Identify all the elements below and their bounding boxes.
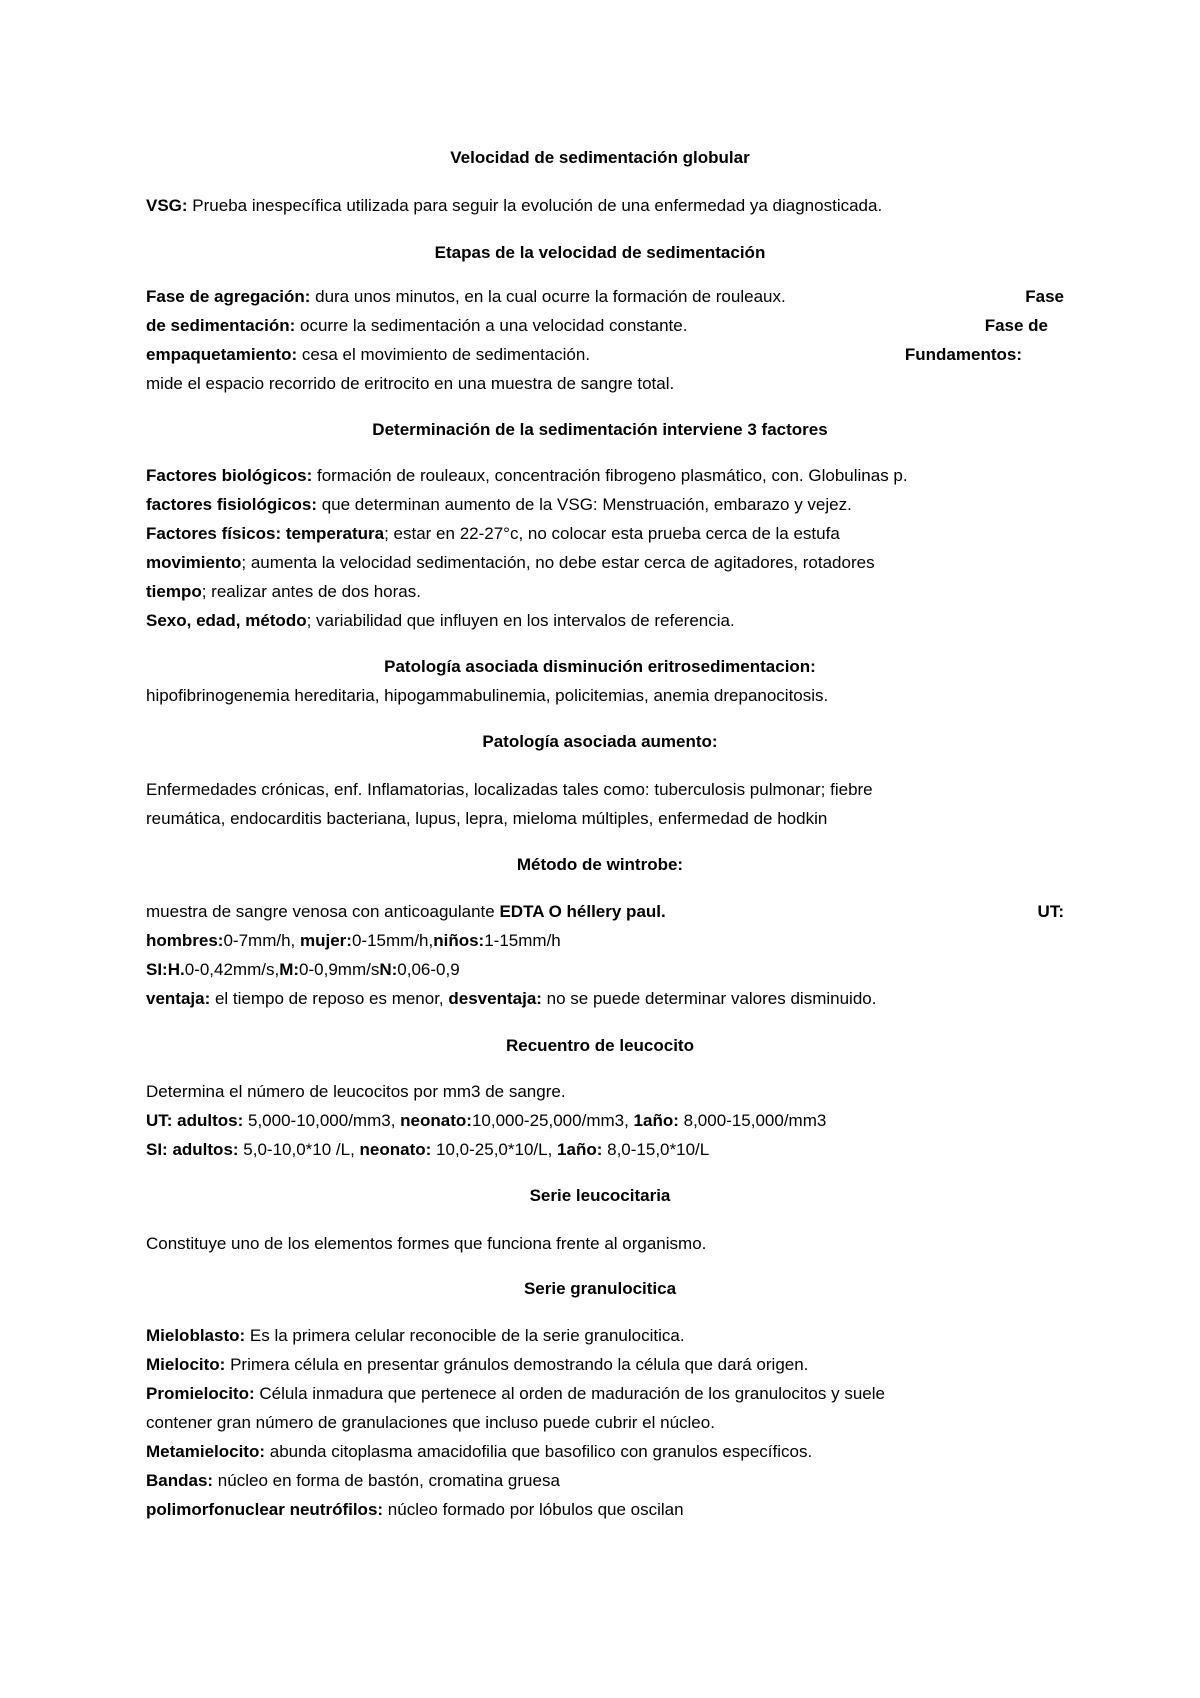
factor-line-6 [146, 611, 735, 631]
heading-serie-granulocitica: Serie granulocitica [523, 1279, 677, 1298]
wintrobe-label: SI:H. [146, 960, 185, 979]
factor-term: factores fisiológicos: [146, 495, 317, 514]
wintrobe-value: 1-15mm/h [484, 931, 561, 950]
wintrobe-line-3 [146, 960, 460, 980]
heading-recuento: Recuentro de leucocito [506, 1036, 694, 1055]
etapa-right-3: Fundamentos: [904, 345, 1022, 364]
recuento-label: 1año: [633, 1111, 679, 1130]
cell-term: Mielocito: [146, 1355, 226, 1374]
factor-term: Sexo, edad, método [146, 611, 307, 630]
cell-term: Metamielocito: [146, 1442, 266, 1461]
wintrobe-value: 0-7mm/h, [223, 931, 300, 950]
recuento-label: SI: adultos: [146, 1140, 239, 1159]
wintrobe-value: el tiempo de reposo es menor, [210, 989, 449, 1008]
wintrobe-label: ventaja: [146, 989, 211, 1008]
heading-wintrobe: Método de wintrobe: [516, 855, 684, 874]
vsg-term: VSG: [146, 196, 188, 215]
disminucion-text: hipofibrinogenemia hereditaria, hipogammabulinemia, policitemias, anemia drepanocitosis. [146, 686, 829, 705]
factor-text: formación de rouleaux, concentración fibrogeno plasmático, con. Globulinas p. [312, 466, 908, 485]
factor-term: movimiento [146, 553, 242, 572]
factor-line-4 [146, 553, 875, 573]
etapa-term: de sedimentación: [146, 316, 296, 335]
factor-text: que determinan aumento de la VSG: Menstruación, embarazo y vejez. [316, 495, 852, 514]
wintrobe-text: muestra de sangre venosa con anticoagulante [146, 902, 500, 921]
factor-term: tiempo [146, 582, 202, 601]
aumento-line-2: reumática, endocarditis bacteriana, lupus, lepra, mieloma múltiples, enfermedad de hodkin [146, 809, 828, 828]
etapa-line-3 [146, 345, 590, 365]
cell-term: polimorfonuclear neutrófilos: [146, 1500, 384, 1519]
wintrobe-label: niños: [433, 931, 485, 950]
factor-text: ; aumenta la velocidad sedimentación, no debe estar cerca de agitadores, rotadores [241, 553, 875, 572]
cell-text: núcleo formado por lóbulos que oscilan [383, 1500, 684, 1519]
cell-text: Célula inmadura que pertenece al orden de maduración de los granulocitos y suele [254, 1384, 885, 1403]
wintrobe-value: 0,06-0,9 [397, 960, 460, 979]
recuento-label: neonato: [400, 1111, 472, 1130]
wintrobe-line-2 [146, 931, 561, 951]
cell-text: núcleo en forma de bastón, cromatina gruesa [213, 1471, 560, 1490]
heading-etapas: Etapas de la velocidad de sedimentación [434, 243, 766, 262]
wintrobe-label: desventaja: [448, 989, 542, 1008]
heading-disminucion: Patología asociada disminución eritrosedimentacion: [384, 657, 816, 676]
etapa-line-1 [146, 287, 786, 307]
recuento-line-2 [146, 1111, 826, 1131]
granulocitica-line-1 [146, 1326, 685, 1346]
recuento-line-3 [146, 1140, 709, 1160]
etapa-text: cesa el movimiento de sedimentación. [297, 345, 591, 364]
granulocitica-line-2 [146, 1355, 808, 1375]
etapa-line-2 [146, 316, 687, 336]
recuento-line-1: Determina el número de leucocitos por mm3 de sangre. [146, 1082, 566, 1101]
recuento-label: 1año: [557, 1140, 603, 1159]
cell-term: Mieloblasto: [146, 1326, 246, 1345]
granulocitica-line-4 [146, 1442, 812, 1462]
document-title: Velocidad de sedimentación globular [450, 148, 750, 167]
factor-line-2 [146, 495, 852, 515]
recuento-value: 8,0-15,0*10/L [602, 1140, 710, 1159]
wintrobe-value: 0-0,42mm/s, [184, 960, 280, 979]
factor-line-5 [146, 582, 421, 602]
wintrobe-line-4 [146, 989, 876, 1009]
factor-text: ; realizar antes de dos horas. [201, 582, 421, 601]
recuento-value: 5,0-10,0*10 /L, [238, 1140, 360, 1159]
wintrobe-value: 0-15mm/h, [351, 931, 434, 950]
etapa-line-4: mide el espacio recorrido de eritrocito en una muestra de sangre total. [146, 374, 675, 393]
wintrobe-value: no se puede determinar valores disminuido. [541, 989, 877, 1008]
etapa-term: empaquetamiento: [146, 345, 298, 364]
vsg-text: Prueba inespecífica utilizada para seguir la evolución de una enfermedad ya diagnosticada. [187, 196, 883, 215]
vsg-definition [146, 196, 882, 216]
cell-text: Primera célula en presentar gránulos demostrando la célula que dará origen. [225, 1355, 809, 1374]
factor-line-1 [146, 466, 908, 486]
etapa-right-1: Fase [1025, 287, 1064, 306]
factor-line-3 [146, 524, 840, 544]
etapa-text: dura unos minutos, en la cual ocurre la formación de rouleaux. [310, 287, 786, 306]
factor-text: ; estar en 22-27°c, no colocar esta prueba cerca de la estufa [384, 524, 840, 543]
cell-text: abunda citoplasma amacidofilia que basofilico con granulos específicos. [265, 1442, 813, 1461]
heading-aumento: Patología asociada aumento: [482, 732, 718, 751]
wintrobe-line-1 [146, 902, 666, 922]
recuento-label: neonato: [359, 1140, 432, 1159]
cell-term: Promielocito: [146, 1384, 255, 1403]
wintrobe-label: hombres: [146, 931, 224, 950]
heading-serie-leucocitaria: Serie leucocitaria [529, 1186, 671, 1205]
granulocitica-line-5 [146, 1471, 560, 1491]
recuento-label: UT: adultos: [146, 1111, 244, 1130]
wintrobe-right-ut: UT: [1037, 902, 1064, 921]
factor-term: Factores biológicos: [146, 466, 313, 485]
factor-text: ; variabilidad que influyen en los intervalos de referencia. [306, 611, 735, 630]
wintrobe-value: 0-0,9mm/s [299, 960, 380, 979]
recuento-value: 8,000-15,000/mm3 [678, 1111, 827, 1130]
heading-determinacion: Determinación de la sedimentación interviene 3 factores [372, 420, 828, 439]
serie-leucocitaria-text: Constituye uno de los elementos formes que funciona frente al organismo. [146, 1234, 707, 1253]
aumento-line-1: Enfermedades crónicas, enf. Inflamatorias, localizadas tales como: tuberculosis pulmonar; fiebre [146, 780, 873, 799]
etapa-term: Fase de agregación: [146, 287, 311, 306]
cell-text: Es la primera celular reconocible de la serie granulocitica. [245, 1326, 685, 1345]
etapa-right-2: Fase de [984, 316, 1048, 335]
recuento-value: 5,000-10,000/mm3, [243, 1111, 401, 1130]
wintrobe-label: M: [279, 960, 300, 979]
wintrobe-bold: EDTA O héllery paul. [499, 902, 666, 921]
recuento-value: 10,0-25,0*10/L, [431, 1140, 558, 1159]
etapa-text: ocurre la sedimentación a una velocidad constante. [295, 316, 688, 335]
granulocitica-line-3 [146, 1384, 885, 1404]
granulocitica-line-3b: contener gran número de granulaciones que incluso puede cubrir el núcleo. [146, 1413, 715, 1432]
wintrobe-label: N: [379, 960, 398, 979]
cell-term: Bandas: [146, 1471, 214, 1490]
recuento-value: 10,000-25,000/mm3, [471, 1111, 634, 1130]
granulocitica-line-6 [146, 1500, 684, 1520]
wintrobe-label: mujer: [300, 931, 352, 950]
factor-term: Factores físicos: temperatura [146, 524, 385, 543]
